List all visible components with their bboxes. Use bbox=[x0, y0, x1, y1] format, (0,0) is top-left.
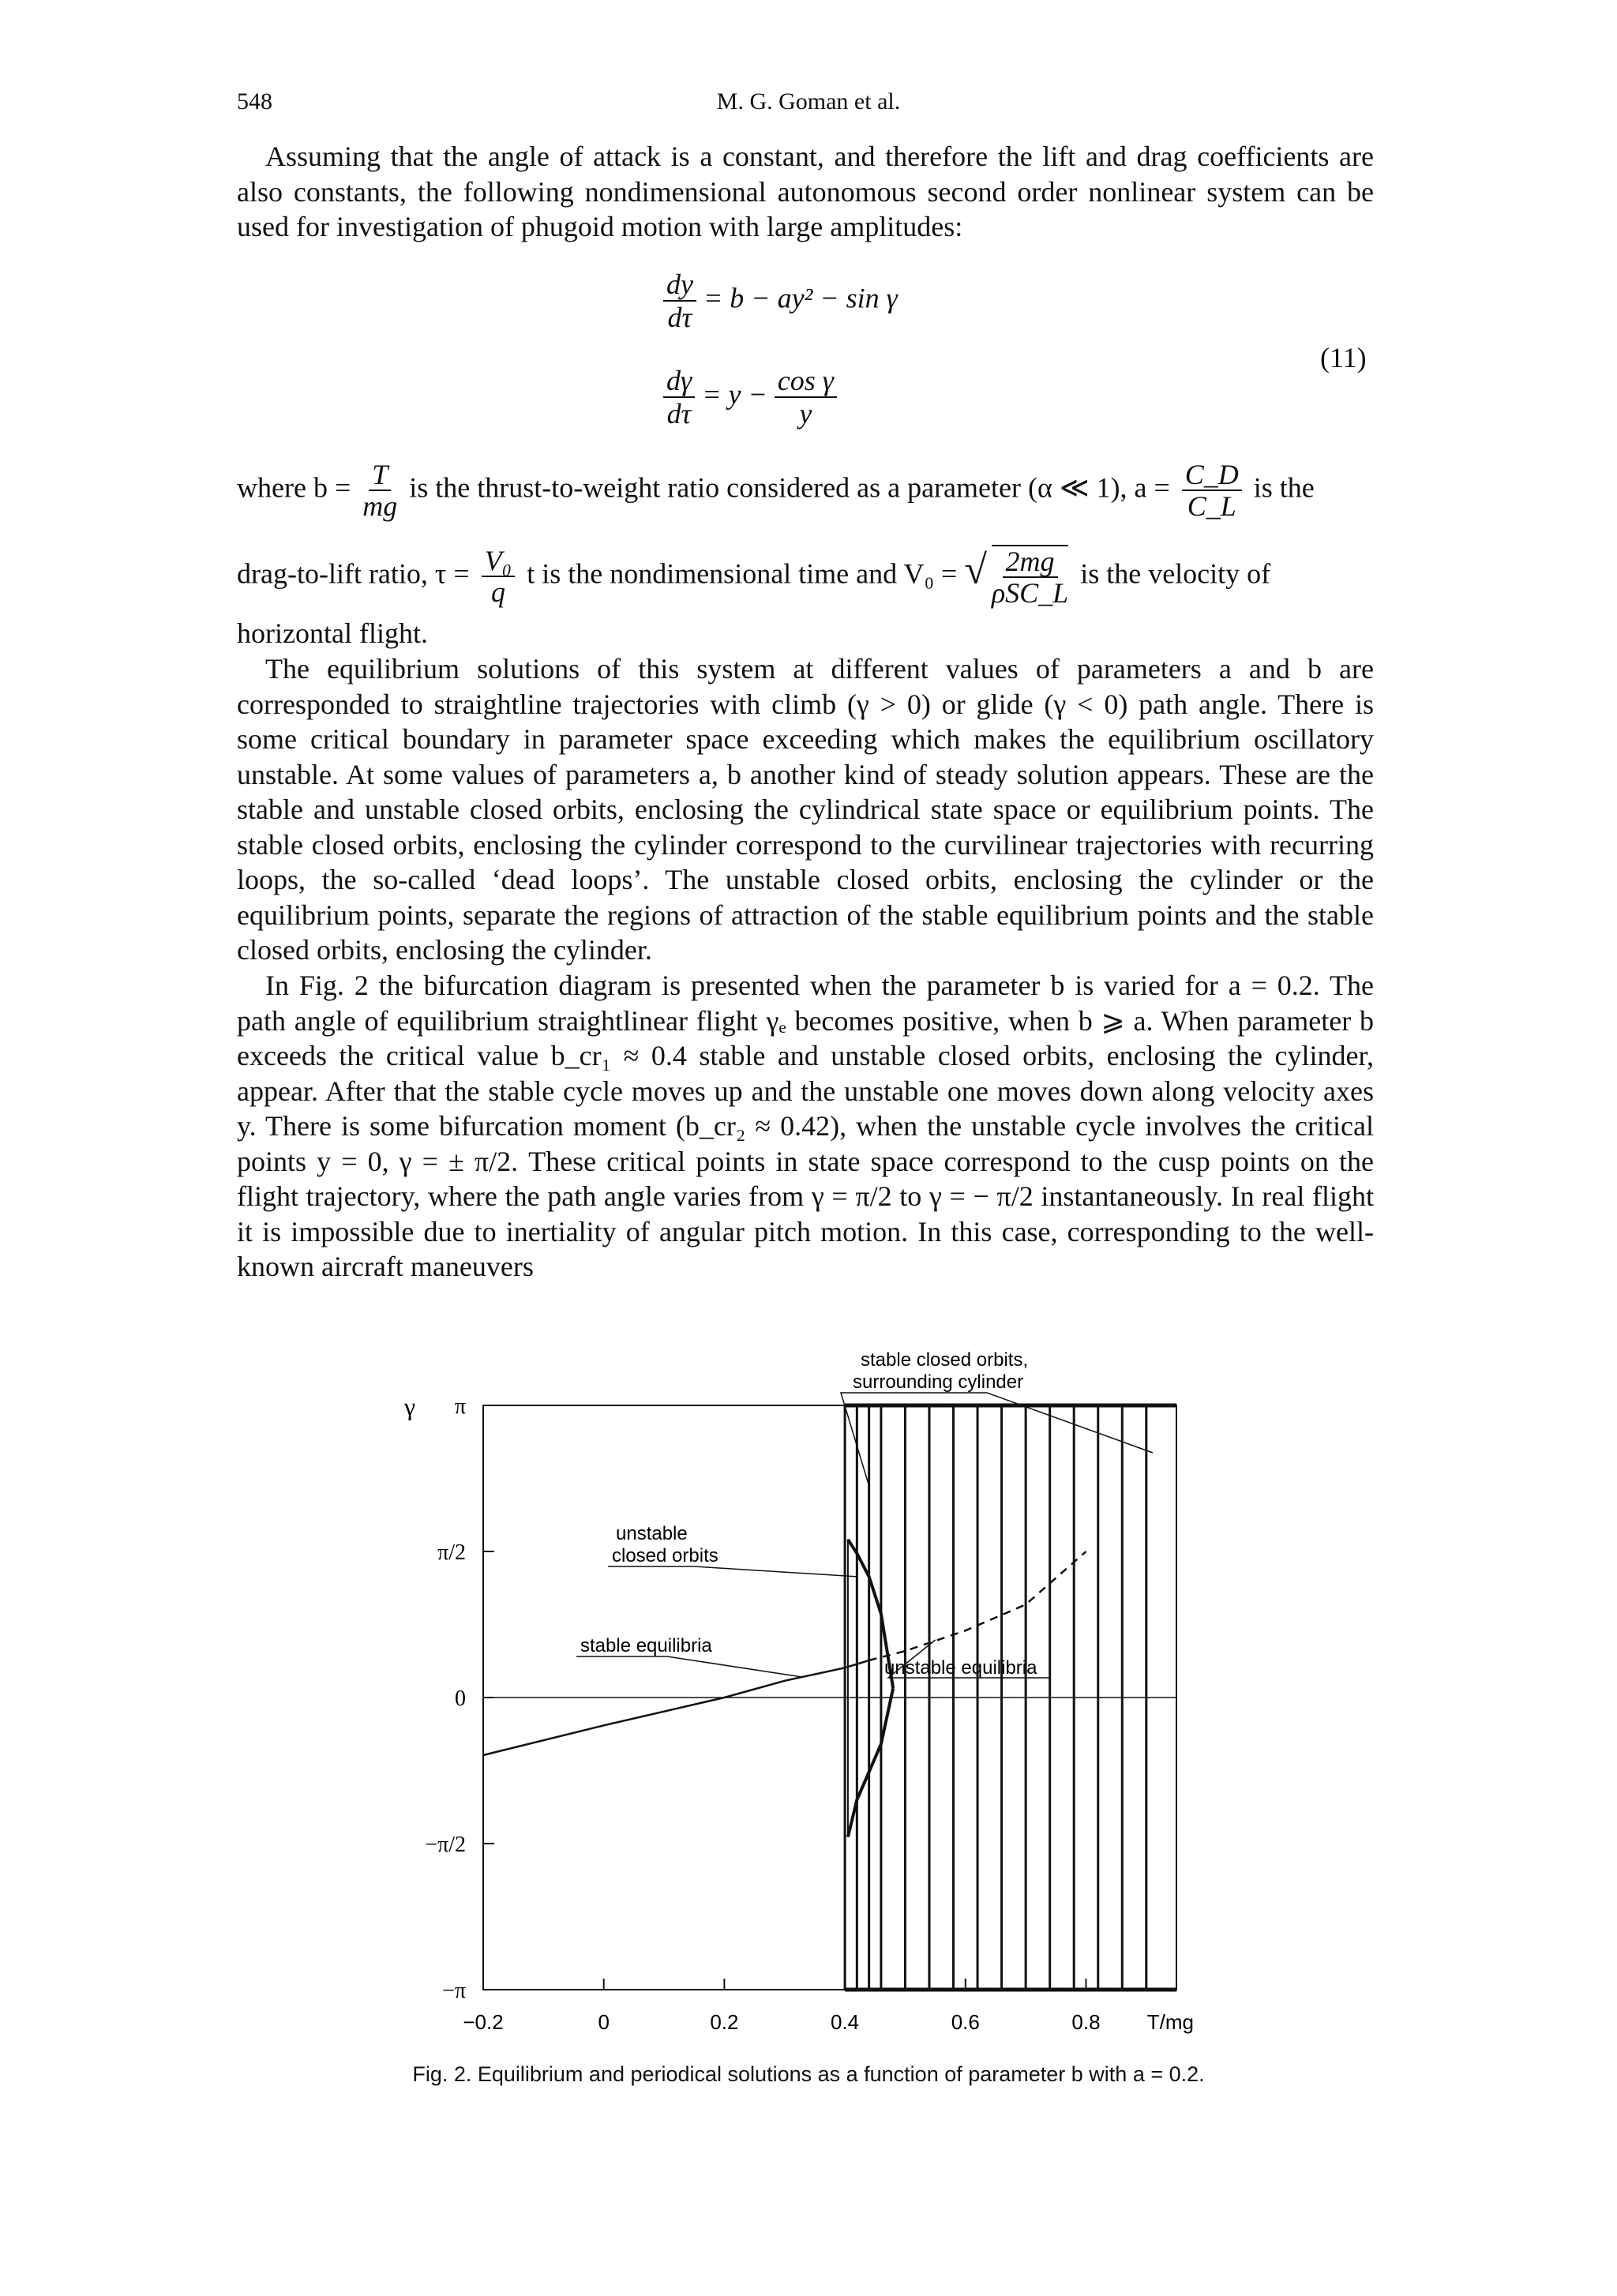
y-tick-label: π bbox=[454, 1394, 466, 1420]
bifurcation-chart bbox=[379, 1342, 1255, 2037]
annotation-stable-equilibria: stable equilibria bbox=[580, 1635, 712, 1656]
series-line-1 bbox=[483, 1660, 869, 1755]
tau-denominator: q bbox=[490, 576, 505, 608]
horizontal-flight-line: horizontal flight. bbox=[237, 617, 428, 649]
equation-line-1 bbox=[663, 268, 898, 333]
a-denominator: C_L bbox=[1187, 490, 1236, 522]
where-prefix: where b = bbox=[237, 471, 351, 504]
tau-numerator: V₀ bbox=[482, 546, 516, 577]
x-axis-label: T/mg bbox=[1146, 2010, 1194, 2034]
drag-line bbox=[237, 545, 1374, 608]
v-numerator: 2mg bbox=[1003, 546, 1058, 578]
where-suffix: is the bbox=[1253, 471, 1315, 504]
annotation-leader-stable-equilibria bbox=[576, 1656, 803, 1677]
y-tick-label: 0 bbox=[455, 1686, 466, 1711]
eq2-frac-numerator: cos γ bbox=[775, 365, 837, 398]
y-axis-label: γ bbox=[404, 1392, 416, 1421]
paragraph-equilibrium: The equilibrium solutions of this system at different values of parameters a and b are corresponded to straightline trajectories with climb (γ > 0) or glide (γ < 0) path angle. There is some critical boundary in parameter space exceeding which makes the equilibrium oscillatory unstable. At some values of parameters a, b another kind of steady solution appears. These are the stable and unstable closed orbits, enclosing the cylindrical state space or equilibrium points. The stable closed orbits, enclosing the cylinder correspond to the curvilinear trajectories with recurring loops, the so-called ‘dead loops’. The unstable closed orbits, enclosing the cylinder or the equilibrium points, separate the regions of attraction of the stable equilibrium points and the stable closed orbits, enclosing the cylinder. bbox=[237, 653, 1374, 966]
annotation-unstable-orbits: unstable bbox=[616, 1523, 688, 1544]
annotation-unstable-orbits-2: closed orbits bbox=[612, 1545, 718, 1566]
a-numerator: C_D bbox=[1182, 460, 1242, 491]
paragraph-fig2: In Fig. 2 the bifurcation diagram is presented when the parameter b is varied for a = 0.2. The path angle of equilibrium straightlinear flight γₑ becomes positive, when b ⩾ a. When parameter b exceeds the critical value b_cr₁ ≈ 0.4 stable and unstable closed orbits, enclosing the cylinder, appear. After that the stable cycle moves up and the unstable one moves down along velocity axes y. There is some bifurcation moment (b_cr₂ ≈ 0.42), when the unstable cycle involves the critical points y = 0, γ = ± π/2. These critical points in state space correspond to the cusp points on the flight trajectory, where the path angle varies from γ = π/2 to γ = − π/2 instantaneously. In real flight it is impossible due to inertiality of angular pitch motion. In this case, corresponding to the well-known aircraft maneuvers bbox=[237, 970, 1374, 1282]
eq2-denominator: dτ bbox=[666, 398, 692, 430]
annotation-stable-orbits: stable closed orbits, bbox=[861, 1349, 1029, 1371]
annotation-stable-orbits-2: surrounding cylinder bbox=[853, 1371, 1024, 1393]
x-tick-label: −0.2 bbox=[463, 2010, 504, 2034]
eq2-frac-denominator: y bbox=[799, 398, 812, 430]
sqrt-symbol: √ bbox=[964, 547, 987, 593]
eq2-numerator: dγ bbox=[663, 365, 695, 398]
b-numerator: T bbox=[369, 460, 391, 491]
equation-number: (11) bbox=[1320, 342, 1367, 373]
figure-caption: Fig. 2. Equilibrium and periodical solutions as a function of parameter b with a = 0.2. bbox=[412, 2062, 1205, 2086]
eq2-mid: = y − bbox=[702, 378, 767, 411]
y-tick-label: −π bbox=[442, 1978, 466, 2003]
running-head: M. G. Goman et al. bbox=[716, 88, 901, 114]
y-tick-label: −π/2 bbox=[425, 1832, 466, 1857]
x-tick-label: 0.2 bbox=[710, 2010, 739, 2034]
v-denominator: ρSC_L bbox=[991, 577, 1069, 609]
x-tick-label: 0.4 bbox=[831, 2010, 860, 2034]
annotation-leader-unstable-orbits bbox=[608, 1566, 857, 1577]
eq1-numerator: dy bbox=[663, 268, 696, 302]
x-tick-label: 0 bbox=[598, 2010, 610, 2034]
drag-prefix: drag-to-lift ratio, τ = bbox=[237, 557, 470, 590]
eq1-rhs: = b − ay² − sin γ bbox=[703, 282, 898, 314]
y-tick-label: π/2 bbox=[437, 1540, 466, 1566]
series-line-4 bbox=[848, 1688, 893, 1836]
where-line bbox=[237, 460, 1374, 521]
drag-mid: t is the nondimensional time and V₀ = bbox=[527, 557, 958, 590]
x-tick-label: 0.6 bbox=[951, 2010, 980, 2034]
page-number: 548 bbox=[237, 88, 272, 114]
annotation-unstable-equilibria: unstable equilibria bbox=[884, 1657, 1037, 1679]
x-tick-label: 0.8 bbox=[1071, 2010, 1101, 2034]
b-denominator: mg bbox=[362, 490, 398, 522]
equation-line-2 bbox=[663, 365, 837, 430]
where-mid: is the thrust-to-weight ratio considered as a parameter (α ≪ 1), a = bbox=[409, 471, 1170, 504]
intro-paragraph: Assuming that the angle of attack is a constant, and therefore the lift and drag coefficients are also constants, the following nondimensional autonomous second order nonlinear system can be used for investigation of phugoid motion with large amplitudes: bbox=[237, 141, 1374, 242]
eq1-denominator: dτ bbox=[667, 302, 692, 333]
drag-suffix: is the velocity of bbox=[1080, 557, 1271, 590]
